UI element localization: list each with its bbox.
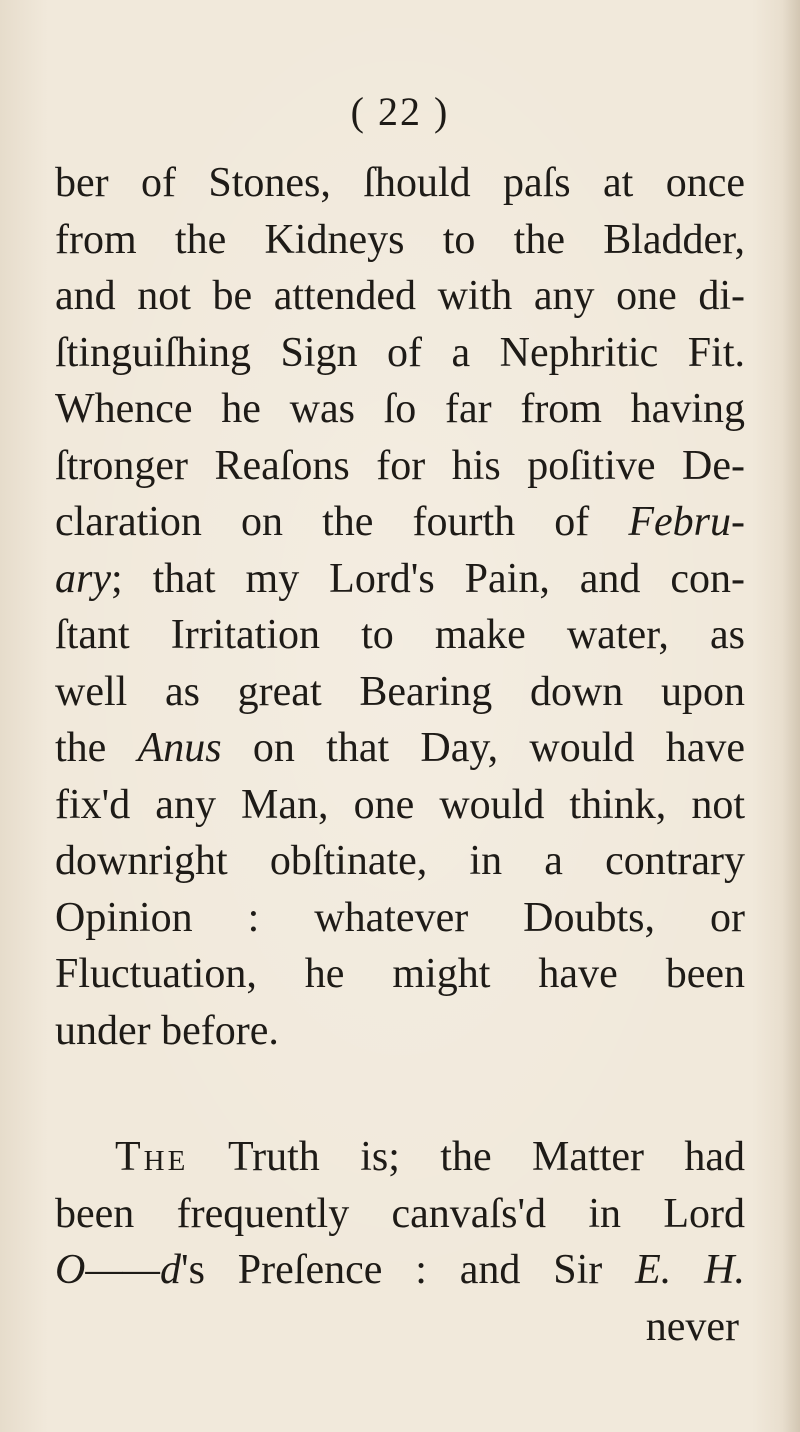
text-line — [55, 720, 745, 777]
text-line: under before. — [55, 1007, 279, 1054]
text-line: ſtinguiſhing Sign of a Nephritic Fit. — [55, 329, 745, 376]
text-segment: on that Day, would have — [221, 725, 745, 771]
text-line: ber of Stones, ſhould paſs at once — [55, 160, 745, 206]
text-line: Fluctuation, he might have been — [55, 951, 745, 997]
italic-text: d — [160, 1247, 182, 1293]
text-segment: ; that my Lord's Pain, and con- — [111, 555, 745, 602]
body-text — [55, 155, 745, 1355]
page-edge-shadow — [782, 0, 800, 1432]
text-segment: the — [55, 725, 138, 771]
text-line — [55, 1242, 745, 1299]
text-line: and not be attended with any one di- — [55, 273, 745, 319]
italic-text: Febru- — [628, 499, 745, 545]
text-segment: claration on the fourth of — [55, 499, 629, 545]
text-line: Opinion : whatever Doubts, or — [55, 894, 745, 941]
text-line: been frequently canvaſs'd in Lord — [55, 1190, 745, 1237]
text-line: from the Kidneys to the Bladder, — [55, 216, 745, 263]
italic-text: ary — [55, 555, 111, 602]
text-segment: 's Preſence : and Sir — [181, 1247, 636, 1293]
text-line: Whence he was ſo far from having — [55, 386, 745, 432]
text-line: well as great Bearing down upon — [55, 668, 745, 715]
text-line: downright obſtinate, in a contrary — [55, 838, 745, 884]
text-line — [55, 494, 745, 551]
text-line — [55, 551, 745, 608]
small-caps-text: The — [115, 1134, 189, 1180]
text-segment: Truth is; the Matter had — [188, 1134, 745, 1180]
paragraph-gap — [55, 1059, 745, 1129]
italic-text: O—— — [55, 1247, 161, 1293]
text-line: ſtant Irritation to make water, as — [55, 612, 745, 658]
catchword: never — [645, 1303, 739, 1350]
text-line — [55, 1129, 745, 1186]
italic-text: Anus — [137, 725, 222, 771]
italic-text: E. H. — [635, 1247, 745, 1293]
page-number: ( 22 ) — [350, 89, 450, 134]
text-line: ſtronger Reaſons for his poſitive De- — [55, 442, 745, 489]
text-line: fix'd any Man, one would think, not — [55, 781, 745, 828]
